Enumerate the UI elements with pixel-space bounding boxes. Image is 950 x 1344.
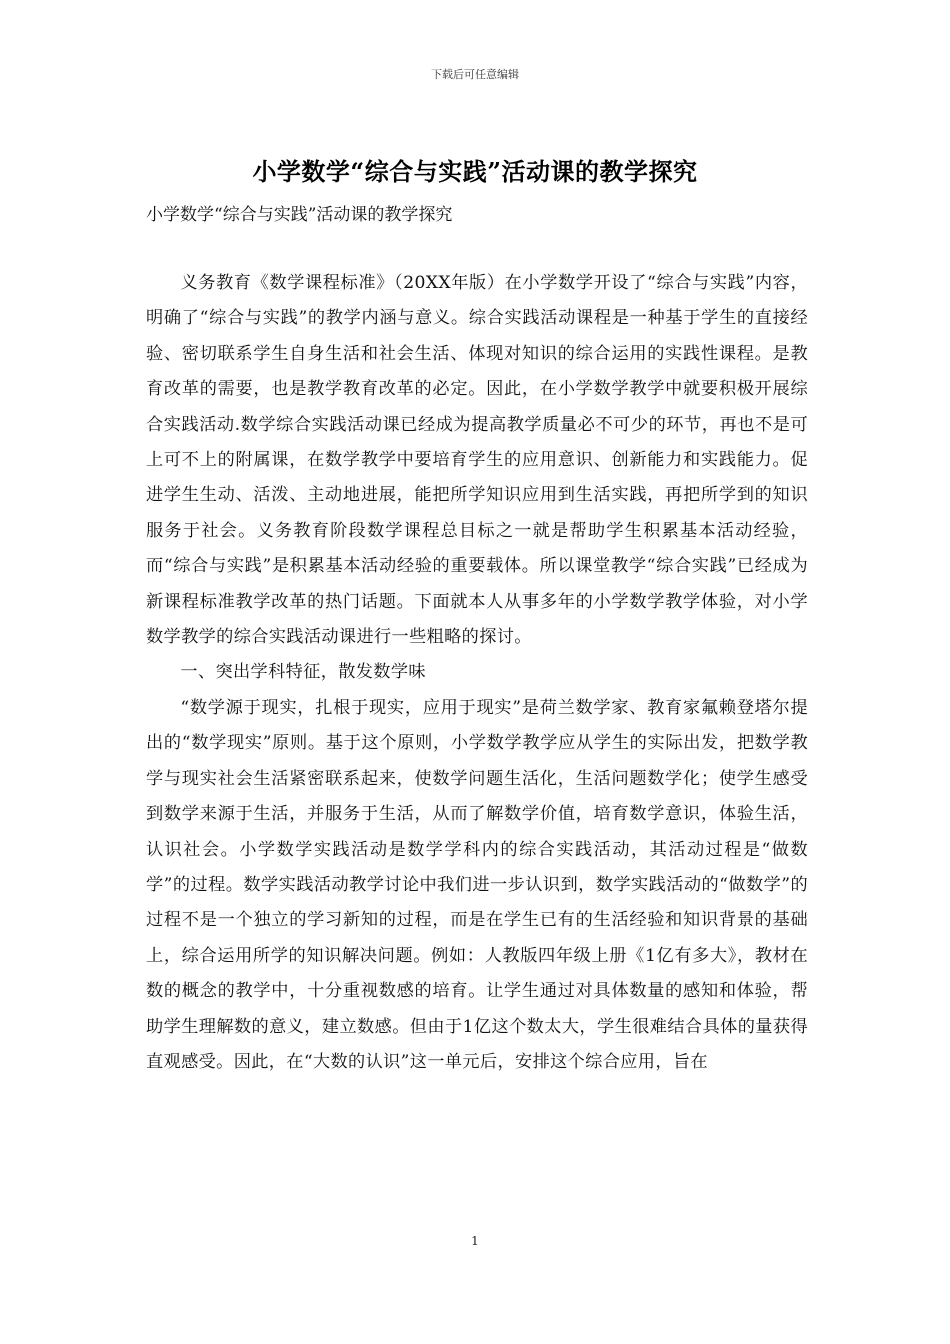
document-subtitle: 小学数学“综合与实践”活动课的教学探究: [146, 205, 453, 225]
document-title: 小学数学“综合与实践”活动课的教学探究: [252, 157, 698, 186]
paragraph-intro: 义务教育《数学课程标准》（20XX年版）在小学数学开设了“综合与实践”内容，明确了“综合与实践”的教学内涵与意义。综合实践活动课程是一种基于学生的直接经验、密切联系学生自身生活和社会生活、体现对知识的综合运用的实践性课程。是教育改革的需要，也是教学教育改革的必定。因此，在小学数学教学中就要积极开展综合实践活动.数学综合实践活动课已经成为提高教学质量必不可少的环节，再也不是可上可不上的附属课，在数学教学中要培育学生的应用意识、创新能力和实践能力。促进学生生动、活泼、主动地进展，能把所学知识应用到生活实践，再把所学到的知识服务于社会。义务教育阶段数学课程总目标之一就是帮助学生积累基本活动经验，而“综合与实践”是积累基本活动经验的重要载体。所以课堂教学“综合实践”已经成为新课程标准教学改革的热门话题。下面就本人从事多年的小学数学教学体验，对小学数学教学的综合实践活动课进行一些粗略的探讨。: [146, 273, 808, 648]
paragraph-section-1: “数学源于现实，扎根于现实，应用于现实”是荷兰数学家、教育家氟赖登塔尔提出的“数学现实”原则。基于这个原则，小学数学教学应从学生的实际出发，把数学教学与现实社会生活紧密联系起来，使数学问题生活化，生活问题数学化；使学生感受到数学来源于生活，并服务于生活，从而了解数学价值，培育数学意识，体验生活，认识社会。小学数学实践活动是数学学科内的综合实践活动，其活动过程是“做数学”的过程。数学实践活动教学讨论中我们进一步认识到，数学实践活动的“做数学”的过程不是一个独立的学习新知的过程，而是在学生已有的生活经验和知识背景的基础上，综合运用所学的知识解决问题。例如：人教版四年级上册《1亿有多大》，教材在数的概念的教学中，十分重视数感的培育。让学生通过对具体数量的感知和体验，帮助学生理解数的意义，建立数感。但由于1亿这个数太大，学生很难结合具体的量获得直观感受。因此，在“大数的认识”这一单元后，安排这个综合应用，旨在: [146, 697, 808, 1072]
page-header: 下载后可任意编辑: [431, 68, 519, 81]
section-heading-1: 一、突出学科特征，散发数学味: [180, 662, 426, 683]
page-number: 1: [471, 1234, 479, 1248]
document-body: [146, 266, 808, 1080]
